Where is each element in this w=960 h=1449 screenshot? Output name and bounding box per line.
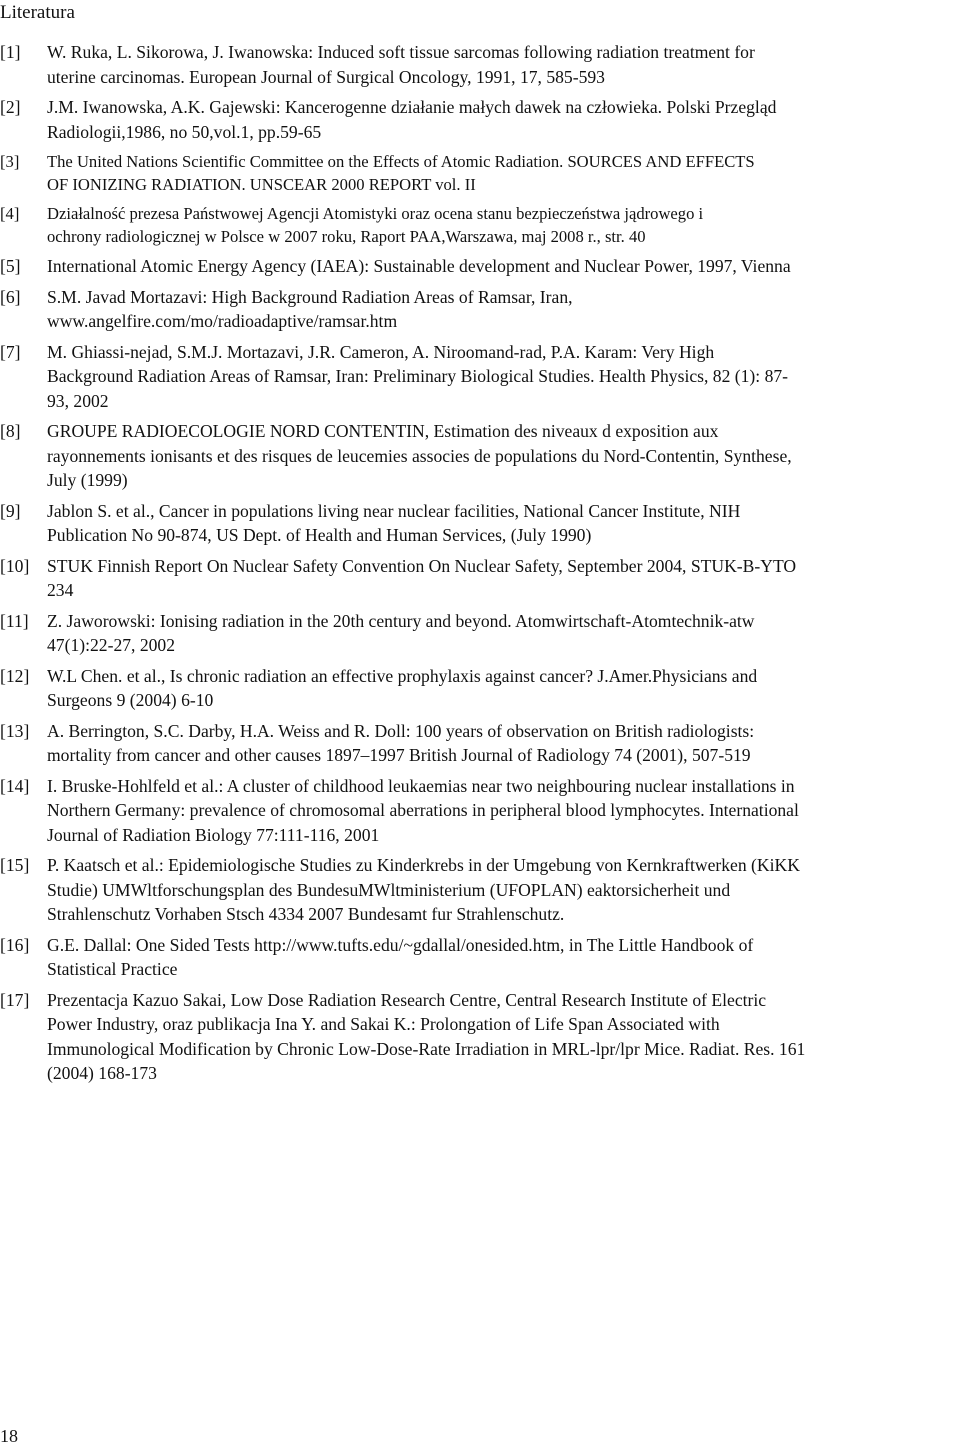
reference-text-line: ochrony radiologicznej w Polsce w 2007 roku, Raport PAA,Warszawa, maj 2008 r., str. 40	[47, 227, 646, 246]
reference-text-line: Jablon S. et al., Cancer in populations living near nuclear facilities, National Cancer Institute, NIH	[47, 500, 741, 521]
reference-text-line: Surgeons 9 (2004) 6-10	[47, 690, 214, 710]
reference-text-line: Power Industry, oraz publikacja Ina Y. and Sakai K.: Prolongation of Life Span Associated with	[47, 1014, 720, 1034]
reference-item	[0, 285, 960, 334]
reference-number: [12]	[0, 665, 30, 686]
reference-item	[0, 988, 960, 1086]
reference-text-line: G.E. Dallal: One Sided Tests http://www.tufts.edu/~gdallal/onesided.htm, in The Little Handbook of	[47, 934, 754, 955]
reference-item	[0, 202, 960, 248]
reference-text-line: S.M. Javad Mortazavi: High Background Radiation Areas of Ramsar, Iran,	[47, 286, 573, 307]
reference-text-line: Studie) UMWltforschungsplan des BundesuMWltministerium (UFOPLAN) eaktorsicherheit und	[47, 879, 731, 900]
reference-number: [17]	[0, 989, 30, 1010]
reference-number: [9]	[0, 500, 21, 521]
reference-item	[0, 774, 960, 848]
reference-number: [2]	[0, 97, 21, 117]
reference-text-line: P. Kaatsch et al.: Epidemiologische Studies zu Kinderkrebs in der Umgebung von Kernkraftwerken (KiKK	[47, 855, 800, 875]
reference-number: [7]	[0, 341, 21, 362]
reference-item	[0, 40, 960, 89]
reference-text-line: J.M. Iwanowska, A.K. Gajewski: Kancerogenne działanie małych dawek na człowieka. Polski Przegląd	[47, 97, 777, 117]
reference-item	[0, 853, 960, 927]
reference-item	[0, 609, 960, 658]
reference-text-line: rayonnements ionisants et des risques de leucemies associes de populations du Nord-Contentin, Synthese,	[47, 445, 792, 466]
reference-text-line: I. Bruske-Hohlfeld et al.: A cluster of childhood leukaemias near two neighbouring nuclear installations in	[47, 775, 795, 796]
reference-number: [14]	[0, 775, 30, 796]
reference-text-line: July (1999)	[47, 470, 128, 490]
reference-number: [3]	[0, 152, 20, 171]
reference-text-line: OF IONIZING RADIATION. UNSCEAR 2000 REPORT vol. II	[47, 175, 476, 194]
reference-text-line: www.angelfire.com/mo/radioadaptive/ramsar.htm	[47, 311, 398, 331]
reference-number: [10]	[0, 555, 30, 576]
reference-item	[0, 419, 960, 493]
reference-text-line: M. Ghiassi-nejad, S.M.J. Mortazavi, J.R. Cameron, A. Niroomand-rad, P.A. Karam: Very High	[47, 341, 715, 362]
reference-text-line: Z. Jaworowski: Ionising radiation in the 20th century and beyond. Atomwirtschaft-Atomtechnik-atw	[47, 610, 755, 631]
reference-text-line: International Atomic Energy Agency (IAEA): Sustainable development and Nuclear Power, 1997, Vienna	[47, 256, 791, 276]
reference-text-line: Publication No 90-874, US Dept. of Health and Human Services, (July 1990)	[47, 525, 592, 545]
reference-text-line: (2004) 168-173	[47, 1063, 157, 1083]
reference-number: [16]	[0, 934, 30, 955]
reference-text-line: W. Ruka, L. Sikorowa, J. Iwanowska: Induced soft tissue sarcomas following radiation treatment for	[47, 42, 755, 62]
reference-text-line: The United Nations Scientific Committee on the Effects of Atomic Radiation. SOURCES AND EFFECTS	[47, 152, 755, 171]
reference-item	[0, 499, 960, 548]
reference-text-line: GROUPE RADIOECOLOGIE NORD CONTENTIN, Estimation des niveaux d exposition aux	[47, 421, 719, 441]
reference-text-line: Działalność prezesa Państwowej Agencji Atomistyki oraz ocena stanu bezpieczeństwa jądrowego i	[47, 204, 704, 223]
reference-item	[0, 340, 960, 414]
reference-text-line: Strahlenschutz Vorhaben Stsch 4334 2007 Bundesamt fur Strahlenschutz.	[47, 904, 565, 924]
reference-number: [6]	[0, 286, 21, 307]
reference-text-line: 93, 2002	[47, 390, 109, 411]
reference-number: [15]	[0, 855, 30, 875]
reference-number: [4]	[0, 204, 20, 223]
reference-list	[0, 40, 960, 1092]
reference-item	[0, 933, 960, 982]
reference-number: [13]	[0, 720, 30, 741]
reference-text-line: W.L Chen. et al., Is chronic radiation an effective prophylaxis against cancer? J.Amer.Physicians and	[47, 665, 758, 686]
reference-item	[0, 95, 960, 144]
reference-text-line: 234	[47, 580, 74, 600]
section-heading: Literatura	[0, 2, 75, 23]
reference-number: [8]	[0, 421, 21, 441]
reference-number: [5]	[0, 256, 21, 276]
reference-item	[0, 719, 960, 768]
reference-item	[0, 664, 960, 713]
reference-text-line: mortality from cancer and other causes 1897–1997 British Journal of Radiology 74 (2001), 507-519	[47, 745, 751, 765]
reference-text-line: Statistical Practice	[47, 959, 178, 979]
page-number: 18	[0, 1426, 18, 1446]
reference-text-line: Background Radiation Areas of Ramsar, Iran: Preliminary Biological Studies. Health Physics, 82 (1): 87-	[47, 366, 789, 386]
reference-item	[0, 150, 960, 196]
reference-text-line: Northern Germany: prevalence of chromosomal aberrations in peripheral blood lymphocytes. International	[47, 800, 799, 820]
reference-number: [11]	[0, 610, 29, 631]
reference-item	[0, 554, 960, 603]
reference-text-line: STUK Finnish Report On Nuclear Safety Convention On Nuclear Safety, September 2004, STUK-B-YTO	[47, 555, 797, 576]
reference-text-line: Radiologii,1986, no 50,vol.1, pp.59-65	[47, 121, 322, 142]
reference-text-line: A. Berrington, S.C. Darby, H.A. Weiss and R. Doll: 100 years of observation on British radiologists:	[47, 720, 755, 741]
reference-item	[0, 254, 960, 279]
reference-text-line: uterine carcinomas. European Journal of Surgical Oncology, 1991, 17, 585-593	[47, 66, 605, 87]
reference-number: [1]	[0, 42, 21, 62]
reference-text-line: Immunological Modification by Chronic Low-Dose-Rate Irradiation in MRL-lpr/lpr Mice. Radiat. Res. 161	[47, 1038, 806, 1059]
reference-text-line: 47(1):22-27, 2002	[47, 635, 176, 655]
reference-text-line: Prezentacja Kazuo Sakai, Low Dose Radiation Research Centre, Central Research Institute of Electric	[47, 989, 767, 1010]
reference-text-line: Journal of Radiation Biology 77:111-116, 2001	[47, 824, 380, 845]
